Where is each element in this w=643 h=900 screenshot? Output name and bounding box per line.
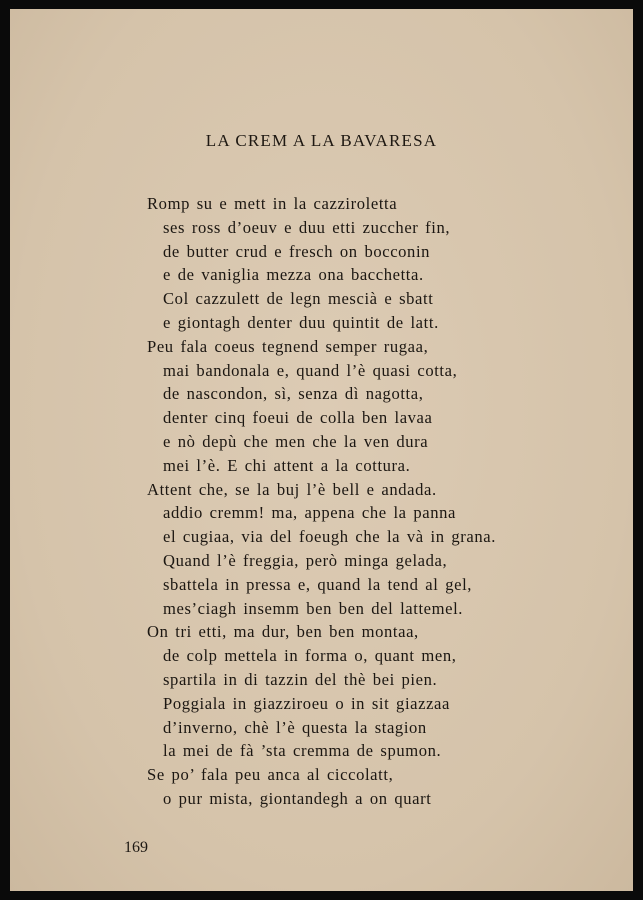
poem-line: e giontagh denter duu quintit de latt.	[163, 312, 439, 332]
poem-line: el cugiaa, via del foeugh che la và in grana.	[163, 527, 496, 547]
stanza	[147, 192, 496, 335]
stanza	[147, 335, 496, 478]
poem-line: Col cazzulett de legn mescià e sbatt	[163, 289, 434, 309]
poem-line: Quand l’è freggia, però minga gelada,	[163, 550, 448, 570]
poem-line: Se po’ fala peu anca al ciccolatt,	[147, 765, 394, 785]
poem-body	[147, 192, 496, 811]
book-page	[10, 9, 633, 891]
poem-line: Attent che, se la buj l’è bell e andada.	[147, 479, 437, 499]
poem-line: spartila in di tazzin del thè bei pien.	[163, 669, 438, 689]
page-number: 169	[124, 839, 148, 856]
poem-line: d’inverno, chè l’è questa la stagion	[163, 717, 427, 737]
poem-line: de colp mettela in forma o, quant men,	[163, 646, 457, 666]
poem-line: de nascondon, sì, senza dì nagotta,	[163, 384, 424, 404]
poem-line: On tri etti, ma dur, ben ben montaa,	[147, 622, 419, 642]
poem-line: mei l’è. E chi attent a la cottura.	[163, 455, 411, 475]
poem-line: e de vaniglia mezza ona bacchetta.	[163, 265, 424, 285]
poem-line: la mei de fà ’sta cremma de spumon.	[163, 741, 442, 761]
poem-line: ses ross d’oeuv e duu etti zuccher fin,	[163, 217, 451, 237]
poem-title: LA CREM A LA BAVARESA	[205, 131, 438, 150]
poem-line: addio cremm! ma, appena che la panna	[163, 503, 456, 523]
stanza	[147, 620, 496, 763]
stanza	[147, 478, 496, 621]
poem-line: mes’ciagh insemm ben ben del lattemel.	[163, 598, 464, 618]
poem-line: Poggiala in giazziroeu o in sit giazzaa	[163, 693, 450, 713]
poem-line: de butter crud e fresch on bocconin	[163, 241, 431, 261]
poem-line: Romp su e mett in la cazziroletta	[147, 194, 398, 213]
poem-line: sbattela in pressa e, quand la tend al gel,	[163, 574, 473, 594]
poem-line: Peu fala coeus tegnend semper rugaa,	[147, 336, 429, 356]
poem-line: e nò depù che men che la ven dura	[163, 431, 429, 451]
poem-line: mai bandonala e, quand l’è quasi cotta,	[163, 360, 458, 380]
poem-line: o pur mista, giontandegh a on quart	[163, 788, 432, 808]
poem-line: denter cinq foeui de colla ben lavaa	[163, 408, 433, 428]
stanza	[147, 763, 496, 811]
